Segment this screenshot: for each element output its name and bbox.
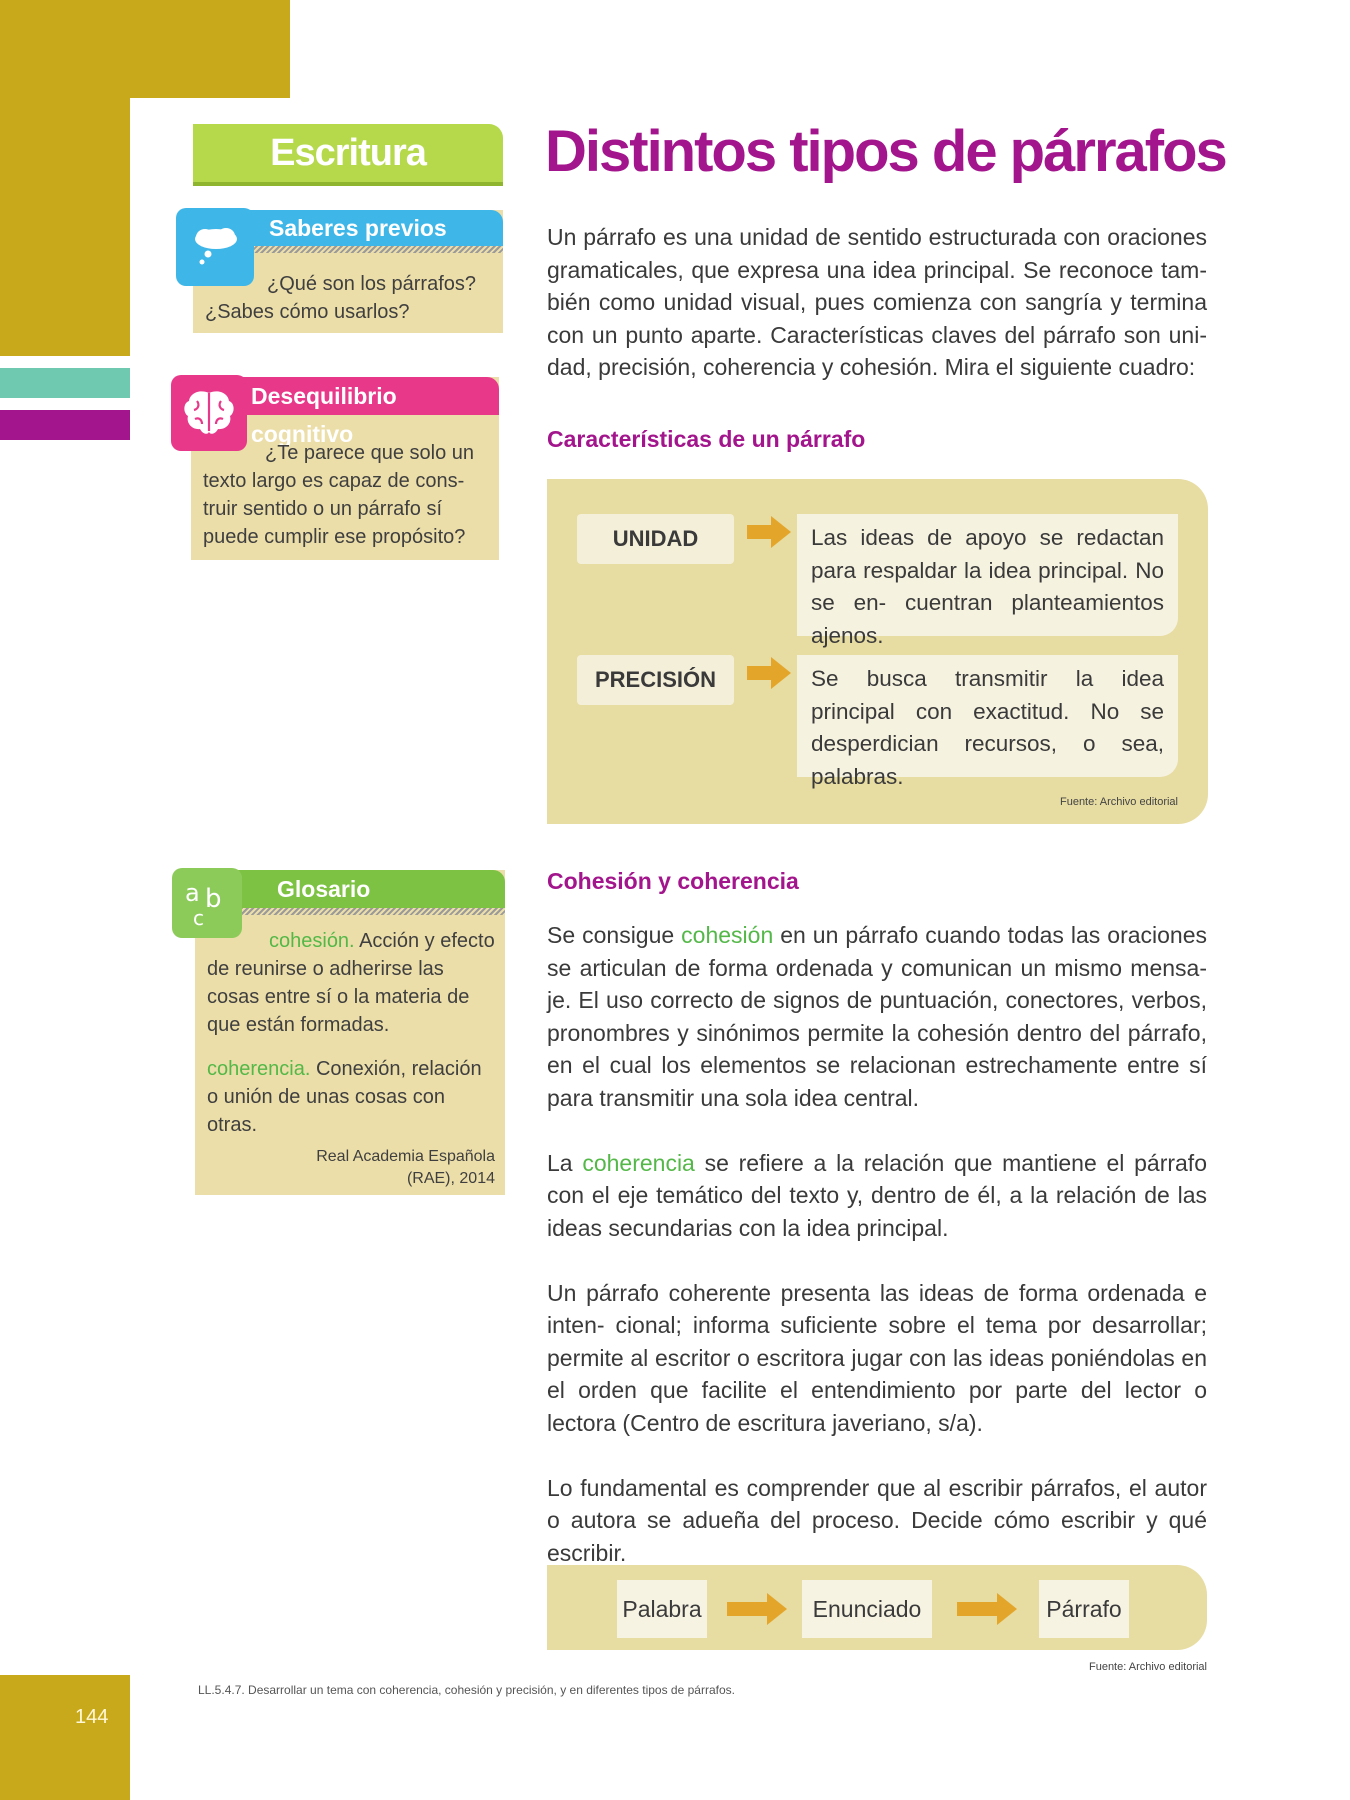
- flow-step: Párrafo: [1039, 1580, 1129, 1638]
- header-stripe: [233, 246, 503, 253]
- arrow-right-icon: [957, 1593, 1017, 1625]
- paragraph-text: Se consigue: [547, 922, 682, 948]
- cohesion-paragraph-1: [547, 919, 1207, 1114]
- glosario-header: [235, 870, 505, 908]
- characteristics-heading: Características de un párrafo: [547, 426, 866, 452]
- arrow-right-icon: [727, 1593, 787, 1625]
- panel-source: Fuente: Archivo editorial: [1059, 796, 1178, 808]
- flow-source: Fuente: Archivo editorial: [1088, 1661, 1207, 1673]
- saberes-previos-text: ¿Qué son los párrafos? ¿Sabes cómo usarlos?: [205, 273, 476, 323]
- highlighted-term: cohesión: [681, 922, 774, 948]
- intro-paragraph: Un párrafo es una unidad de sentido estructurada con oraciones gramaticales, que expresa una idea principal. Se reconoce tam- bién como unidad visual, pues comienza con sangría y termina con un punto aparte. Características claves del párrafo son uni- dad, precisión, coherencia y cohesión. Mira el siguiente cuadro:: [547, 224, 1207, 380]
- coherent-paragraph-description: Un párrafo coherente presenta las ideas de forma ordenada e inten- cional; informa suficiente sobre el tema por desarrollar; permite al escritor o escritora jugar con las ideas poniéndolas en el orden que facilite el entendimiento por parte del lector o lectora (Centro de escritura javeriano, s/a).: [547, 1279, 1207, 1436]
- glossary-term: cohesión.: [269, 930, 355, 952]
- desequilibrio-title: Desequilibrio cognitivo: [251, 383, 397, 447]
- flow-panel: [547, 1565, 1207, 1650]
- glossary-definition: Acción y efecto de reunirse o adherirse las cosas entre sí o la materia de que están formadas.: [207, 930, 495, 1036]
- brain-icon: [171, 375, 247, 451]
- decor-gold-left: [0, 98, 130, 356]
- characteristic-label: PRECISIÓN: [577, 655, 734, 705]
- characteristic-description: Las ideas de apoyo se redactan para respaldar la idea principal. No se en- cuentran planteamientos ajenos.: [797, 514, 1178, 636]
- flow-step: Palabra: [617, 1580, 707, 1638]
- conclusion-paragraph: Lo fundamental es comprender que al escribir párrafos, el autor o autora se adueña del proceso. Decide cómo escribir y qué escribir.: [547, 1474, 1207, 1566]
- saberes-previos-title: Saberes previos: [269, 215, 447, 241]
- saberes-previos-header: [233, 210, 503, 246]
- glossary-term: coherencia.: [207, 1058, 311, 1080]
- cohesion-body: [547, 919, 1207, 1569]
- page-number: 144: [75, 1706, 109, 1728]
- characteristic-label: UNIDAD: [577, 514, 734, 564]
- cohesion-heading: Cohesión y coherencia: [547, 868, 799, 894]
- decor-gold-bottom: [0, 1675, 130, 1800]
- paragraph-text: se refiere a la relación que mantiene el párrafo con el eje temático del texto y, dentro de él, a la relación de las ideas secundarias con la idea principal.: [547, 1149, 1207, 1241]
- desequilibrio-header: [231, 377, 499, 447]
- desequilibrio-text: ¿Te parece que solo un texto largo es capaz de cons- truir sentido o un párrafo sí puede cumplir ese propósito?: [203, 442, 475, 548]
- curriculum-footnote: LL.5.4.7. Desarrollar un tema con coherencia, cohesión y precisión, y en diferentes tipos de párrafos.: [198, 1683, 735, 1697]
- glossary-entry-1: [207, 927, 497, 1039]
- page-title: Distintos tipos de párrafos: [545, 119, 1226, 184]
- svg-text:c: c: [193, 906, 204, 930]
- arrow-right-icon: [747, 516, 791, 548]
- paragraph-text: en un párrafo cuando todas las oraciones se articulan de forma ordenada y comunican un mismo mensa- je. El uso correcto de signos de puntuación, conectores, verbos, pronombres y sinónimos permite la cohesión dentro del párrafo, en el cual los elementos se relacionan estrechamente entre sí para transmitir una sola idea central.: [547, 922, 1208, 1111]
- thought-bubble-icon: [176, 208, 254, 286]
- decor-teal-strip: [0, 368, 130, 398]
- header-stripe: [235, 908, 505, 915]
- svg-text:a: a: [185, 879, 200, 907]
- glossary-definition: Conexión, relación o unión de unas cosas con otras.: [207, 1058, 482, 1136]
- svg-text:b: b: [205, 884, 222, 914]
- glosario-source: Real Academia Española (RAE), 2014: [316, 1148, 495, 1187]
- highlighted-term: coherencia: [582, 1149, 695, 1176]
- arrow-right-icon: [747, 657, 791, 689]
- decor-gold-top: [0, 0, 290, 98]
- glossary-entry-2: [207, 1055, 497, 1139]
- flow-step: Enunciado: [802, 1580, 932, 1638]
- glosario-title: Glosario: [277, 876, 371, 902]
- paragraph-text: La: [547, 1149, 583, 1176]
- section-tab: Escritura: [193, 124, 503, 182]
- decor-magenta-strip: [0, 410, 130, 440]
- abc-icon: [172, 868, 242, 938]
- characteristics-panel: [547, 479, 1208, 824]
- coherence-paragraph: [547, 1147, 1207, 1245]
- characteristic-description: Se busca transmitir la idea principal con exactitud. No se desperdician recursos, o sea, palabras.: [797, 655, 1178, 777]
